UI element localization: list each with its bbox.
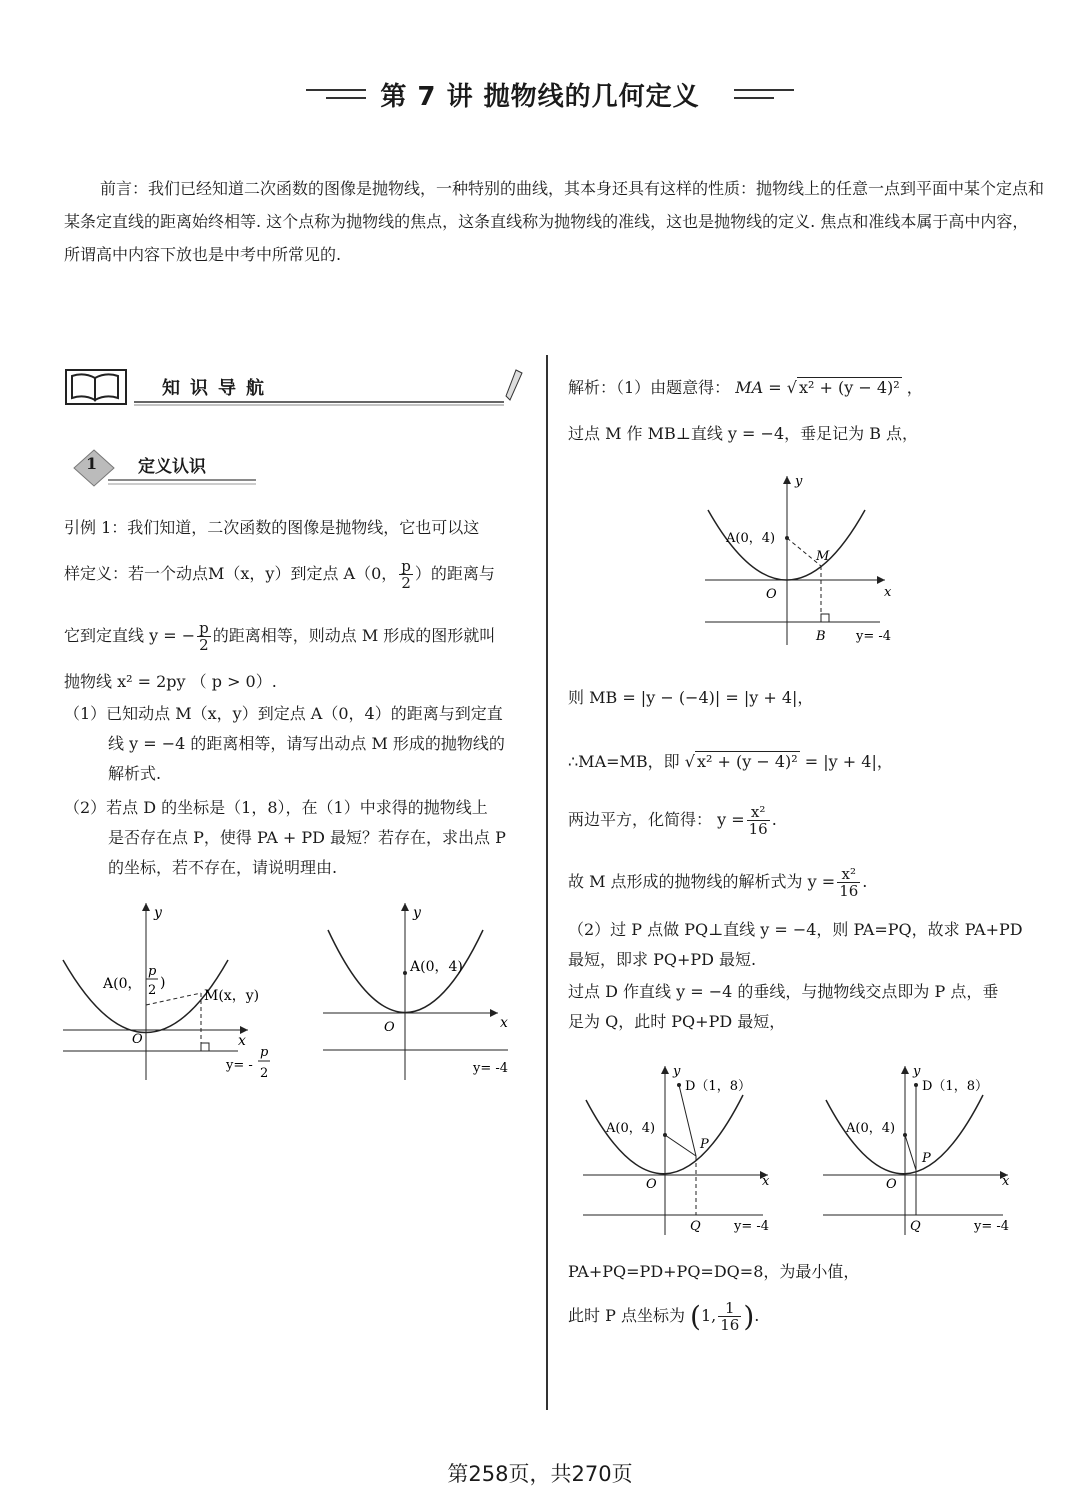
svg-text:y: y (413, 905, 421, 921)
svg-text:y= -4: y= -4 (734, 1219, 770, 1234)
svg-text:Q: Q (910, 1219, 921, 1234)
svg-text:M(x，y): M(x，y) (204, 988, 260, 1004)
solution-line-5: 两边平方，化简得： y = $\frac{\text{x²}}{16}$ . (568, 803, 777, 838)
svg-text:x: x (1002, 1174, 1010, 1189)
svg-text:O: O (766, 587, 777, 602)
svg-text:A(0，4): A(0，4) (726, 531, 776, 546)
left-line-3: 它到定直线 y = − $\frac{p}{2}$ 的距离相等，则动点 M 形成的图形就叫 (64, 619, 496, 654)
q2-line-2: 是否存在点 P，使得 PA + PD 最短？若存在，求出点 P (108, 828, 506, 847)
q1-line-3: 解析式. (108, 764, 162, 783)
svg-text:A(0，4): A(0，4) (410, 959, 463, 975)
svg-text:x: x (884, 585, 892, 600)
q2-line-3: 的坐标，若不存在，请说明理由. (108, 858, 338, 877)
svg-text:D（1，8）: D（1，8） (685, 1079, 751, 1094)
svg-text:y: y (673, 1064, 681, 1079)
solution-line-12: 此时 P 点坐标为 (1, $\frac{1}{16}$ ). (568, 1299, 760, 1334)
svg-text:P: P (922, 1151, 931, 1166)
solution-line-11: PA+PQ=PD+PQ=DQ=8，为最小值， (568, 1262, 860, 1281)
solution-line-7: （2）过 P 点做 PQ⊥直线 y = −4，则 PA=PQ，故求 PA+PD (568, 920, 1023, 939)
page-footer: 第258页，共270页 (447, 1462, 633, 1486)
figure-parabola-general (58, 895, 298, 1090)
q2-line-1: （2）若点 D 的坐标是（1，8），在（1）中求得的抛物线上 (64, 798, 488, 817)
book-icon (64, 366, 524, 410)
figure-pq-1 (578, 1060, 788, 1240)
svg-text:x: x (238, 1033, 246, 1049)
figure-ma-mb (700, 470, 900, 650)
svg-text:): ) (160, 975, 166, 991)
figure-pq-2 (818, 1060, 1028, 1240)
svg-text:P: P (700, 1137, 709, 1152)
svg-text:A(0，4): A(0，4) (846, 1121, 896, 1136)
left-line-2: 样定义：若一个动点M（x，y）到定点 A（0， $\frac{p}{2}$ ）的距离与 (64, 557, 495, 592)
svg-text:y= -4: y= -4 (974, 1219, 1010, 1234)
svg-text:y= -4: y= -4 (473, 1061, 509, 1076)
svg-text:y= -: y= - (226, 1058, 253, 1073)
svg-text:A(0，4): A(0，4) (606, 1121, 656, 1136)
svg-text:2: 2 (260, 1066, 269, 1081)
solution-line-10: 足为 Q，此时 PQ+PD 最短， (568, 1012, 786, 1031)
left-line-1: 引例 1：我们知道，二次函数的图像是抛物线，它也可以这 (64, 518, 480, 537)
intro-paragraph: 前言：我们已经知道二次函数的图像是抛物线，一种特别的曲线，其本身还具有这样的性质：抛物线上的任意一点到平面中某个定点和某条定直线的距离始终相等. 这个点称为抛物线的焦点，这条直线称为抛物线的准线，这也是抛物线的定义. 焦点和准线本属于高中内容，所谓高中内容下放也是中考中所常见的. (64, 179, 1045, 264)
svg-text:y= -4: y= -4 (856, 629, 892, 644)
q1-line-1: （1）已知动点 M（x，y）到定点 A（0，4）的距离与到定直 (64, 704, 503, 723)
solution-line-9: 过点 D 作直线 y = −4 的垂线，与抛物线交点即为 P 点，垂 (568, 982, 999, 1001)
svg-text:x: x (500, 1015, 508, 1031)
svg-text:A(0，: A(0， (103, 976, 142, 992)
section-label: 定义认识 (138, 457, 206, 477)
solution-line-4: ∴MA=MB，即 √ x² + (y − 4)² = |y + 4|， (568, 752, 893, 771)
svg-text:B: B (816, 629, 826, 644)
solution-line-2: 过点 M 作 MB⊥直线 y = −4，垂足记为 B 点， (568, 424, 919, 443)
left-line-4: 抛物线 x² = 2py （ p > 0）. (64, 672, 277, 691)
q1-line-2: 线 y = −4 的距离相等，请写出动点 M 形成的抛物线的 (108, 734, 505, 753)
svg-text:O: O (646, 1177, 657, 1192)
page-title: 第 7 讲 抛物线的几何定义 (380, 82, 700, 112)
svg-text:y: y (795, 474, 803, 489)
knowledge-nav-header (64, 366, 524, 410)
solution-line-6: 故 M 点形成的抛物线的解析式为 y = $\frac{\text{x²}}{16}$ . (568, 865, 868, 900)
svg-text:O: O (886, 1177, 897, 1192)
column-divider (546, 355, 548, 1410)
svg-text:p: p (148, 964, 157, 979)
svg-text:M: M (816, 549, 830, 564)
knowledge-nav-label: 知识导航 (162, 378, 274, 399)
svg-text:D（1，8）: D（1，8） (922, 1079, 988, 1094)
svg-text:O: O (384, 1020, 395, 1035)
solution-line-3: 则 MB = |y − (−4)| = |y + 4|， (568, 688, 814, 707)
section-number: 1 (86, 454, 98, 473)
svg-text:x: x (762, 1174, 770, 1189)
solution-line-1: 解析：（1）由题意得： MA = √ x² + (y − 4)² ， (568, 378, 923, 397)
svg-text:Q: Q (690, 1219, 701, 1234)
svg-text:2: 2 (148, 983, 157, 998)
section-header (64, 448, 264, 488)
svg-text:y: y (913, 1064, 921, 1079)
svg-text:O: O (132, 1032, 143, 1047)
svg-text:p: p (260, 1045, 269, 1060)
figure-parabola-a04 (318, 895, 528, 1085)
svg-text:y: y (154, 905, 162, 921)
solution-line-8: 最短，即求 PQ+PD 最短. (568, 950, 757, 969)
